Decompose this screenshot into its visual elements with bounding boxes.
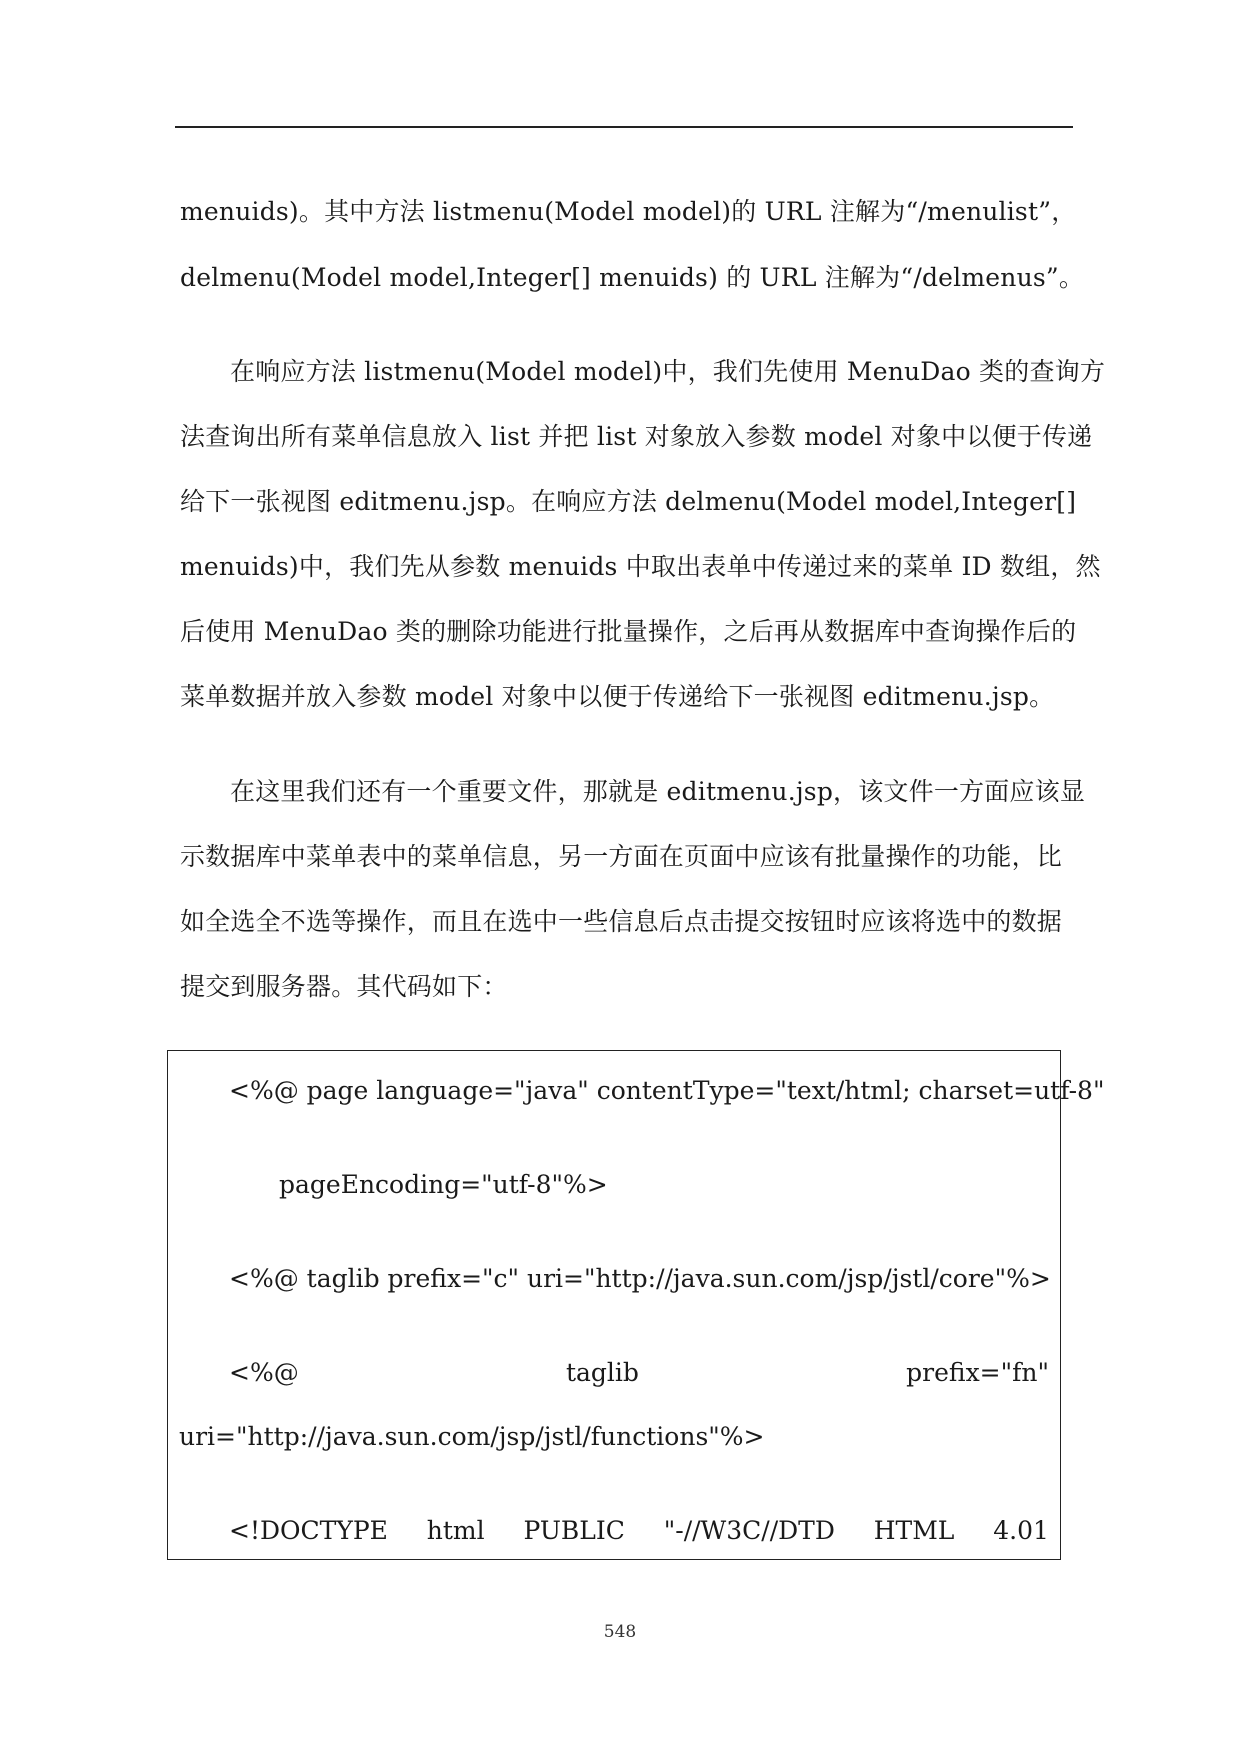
code-line-6-token: html [426,1516,485,1545]
para2-line6: 菜单数据并放入参数 model 对象中以便于传递给下一张视图 editmenu.jsp。 [180,682,1055,711]
code-line-6-token: HTML [873,1516,955,1545]
para3-line2: 示数据库中菜单表中的菜单信息，另一方面在页面中应该有批量操作的功能，比 [180,842,1063,871]
code-line-6-token: <!DOCTYPE [229,1516,388,1545]
code-line-6-token: "-//W3C//DTD [663,1516,835,1545]
code-line-6 [229,1515,1049,1547]
code-line-4-token: taglib [565,1358,639,1387]
para1-line2: delmenu(Model model,Integer[] menuids) 的 URL 注解为“/delmenus”。 [180,263,1085,292]
para2-line1: 在响应方法 listmenu(Model model)中，我们先使用 MenuDao 类的查询方 [230,357,1106,386]
page-number: 548 [603,1622,637,1642]
code-line-4 [229,1357,1049,1389]
code-line-4-token: prefix="fn" [906,1358,1049,1387]
para3-line1: 在这里我们还有一个重要文件，那就是 editmenu.jsp，该文件一方面应该显 [230,777,1086,806]
code-line-5: uri="http://java.sun.com/jsp/jstl/functions"%> [179,1422,765,1451]
code-line-3: <%@ taglib prefix="c" uri="http://java.sun.com/jsp/jstl/core"%> [229,1264,1051,1293]
para2-line3: 给下一张视图 editmenu.jsp。在响应方法 delmenu(Model model,Integer[] [180,487,1077,516]
para3-line4: 提交到服务器。其代码如下： [180,972,508,1001]
code-line-1: <%@ page language="java" contentType="text/html; charset=utf-8" [229,1076,1105,1105]
para1-line1: menuids)。其中方法 listmenu(Model model)的 URL 注解为“/menulist”， [180,197,1077,226]
para3-line3: 如全选全不选等操作，而且在选中一些信息后点击提交按钮时应该将选中的数据 [180,907,1063,936]
para2-line4: menuids)中，我们先从参数 menuids 中取出表单中传递过来的菜单 ID 数组，然 [180,552,1101,581]
para2-line2: 法查询出所有菜单信息放入 list 并把 list 对象放入参数 model 对象中以便于传递 [180,422,1093,451]
code-box [167,1050,1105,1560]
code-line-2: pageEncoding="utf-8"%> [279,1170,608,1199]
para2-line5: 后使用 MenuDao 类的删除功能进行批量操作，之后再从数据库中查询操作后的 [180,617,1077,646]
code-line-6-token: PUBLIC [523,1516,625,1545]
header-rule [175,126,1073,128]
code-line-6-token: 4.01 [993,1516,1049,1545]
code-line-4-token: <%@ [229,1358,299,1387]
